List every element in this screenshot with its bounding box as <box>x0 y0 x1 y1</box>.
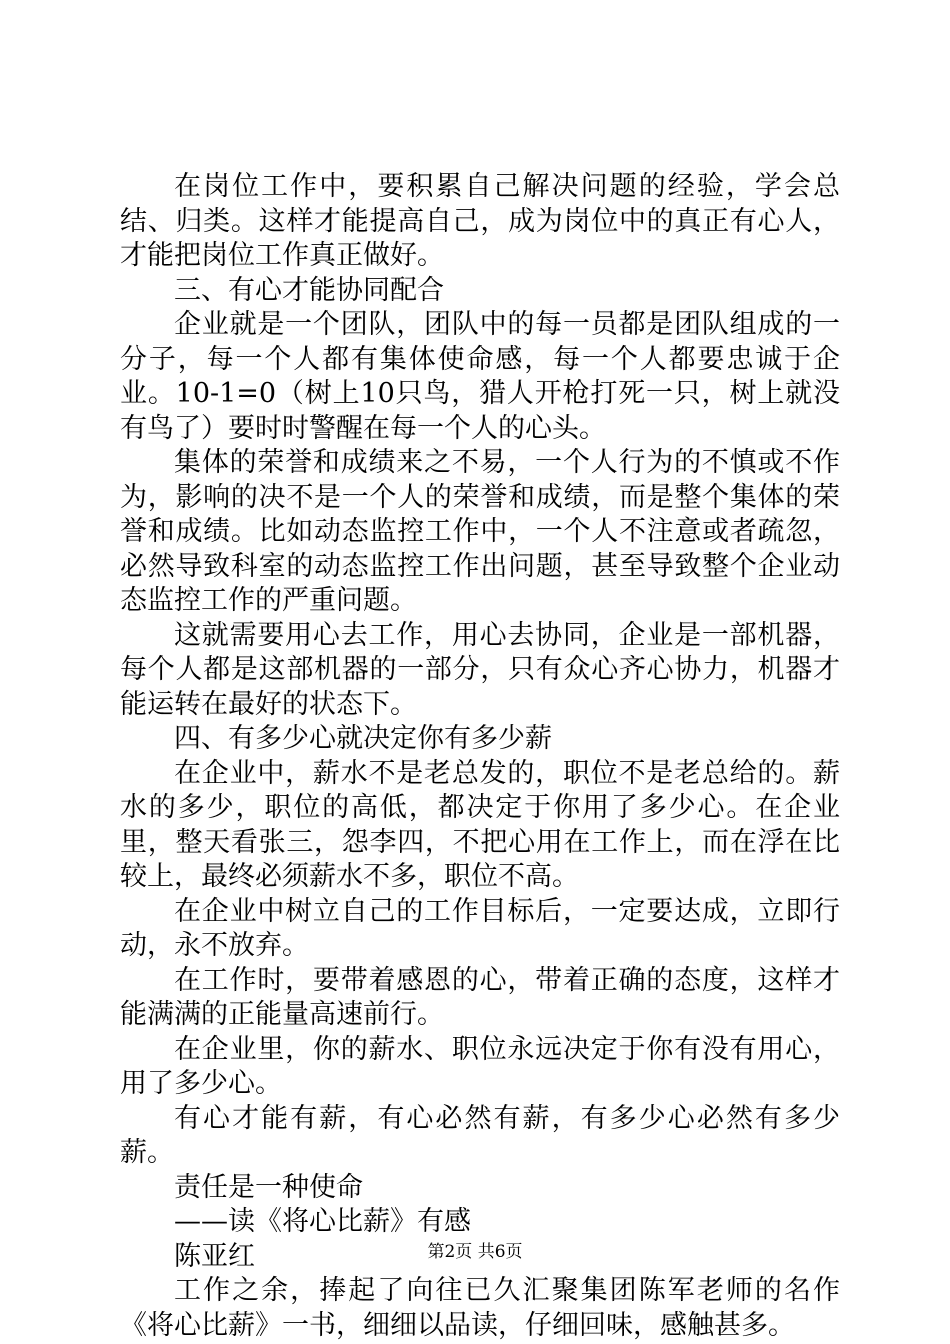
section-heading-cooperation: 三、有心才能协同配合 <box>174 274 444 306</box>
paragraph-gratitude: 在工作时，要带着感恩的心，带着正确的态度，这样才能满满的正能量高速前行。 <box>120 964 840 1030</box>
paragraph-team: 企业就是一个团队，团队中的每一员都是团队组成的一分子，每一个人都有集体使命感，每一个人都要忠诚于企业。10-1=0（树上10只鸟，猎人开枪打死一只，树上就没有鸟了）要时时警醒在每一个人的心头。 <box>120 309 840 444</box>
paragraph-position: 在企业里，你的薪水、职位永远决定于你有没有用心，用了多少心。 <box>120 1033 840 1099</box>
paragraph-goal: 在企业中树立自己的工作目标后，一定要达成，立即行动，永不放弃。 <box>120 895 840 961</box>
essay-subtitle: ——读《将心比薪》有感 <box>174 1206 471 1237</box>
section-heading-salary: 四、有多少心就决定你有多少薪 <box>174 723 552 754</box>
essay-author: 陈亚红 <box>174 1240 255 1272</box>
document-body <box>120 170 840 1343</box>
page-number: 第2页 共6页 <box>427 1242 523 1262</box>
paragraph-experience: 在岗位工作中，要积累自己解决问题的经验，学会总结、归类。这样才能提高自己，成为岗位中的真正有心人，才能把岗位工作真正做好。 <box>120 171 840 271</box>
essay-title: 责任是一种使命 <box>174 1171 363 1203</box>
paragraph-salary: 在企业中，薪水不是老总发的，职位不是老总给的。薪水的多少，职位的高低，都决定于你用了多少心。在企业里，整天看张三，怨李四，不把心用在工作上，而在浮在比较上，最终必须薪水不多，职位不高。 <box>120 757 840 892</box>
paragraph-summary: 有心才能有薪，有心必然有薪，有多少心必然有多少薪。 <box>120 1102 840 1168</box>
paragraph-intro: 工作之余，捧起了向往已久汇聚集团陈军老师的名作《将心比薪》一书，细细以品读，仔细回味，感触甚多。 <box>120 1275 840 1341</box>
paragraph-honor: 集体的荣誉和成绩来之不易，一个人行为的不慎或不作为，影响的决不是一个人的荣誉和成绩，而是整个集体的荣誉和成绩。比如动态监控工作中，一个人不注意或者疏忽，必然导致科室的动态监控工作出问题，甚至导致整个企业动态监控工作的严重问题。 <box>120 447 840 616</box>
paragraph-machine: 这就需要用心去工作，用心去协同，企业是一部机器，每个人都是这部机器的一部分，只有众心齐心协力，机器才能运转在最好的状态下。 <box>120 619 840 720</box>
